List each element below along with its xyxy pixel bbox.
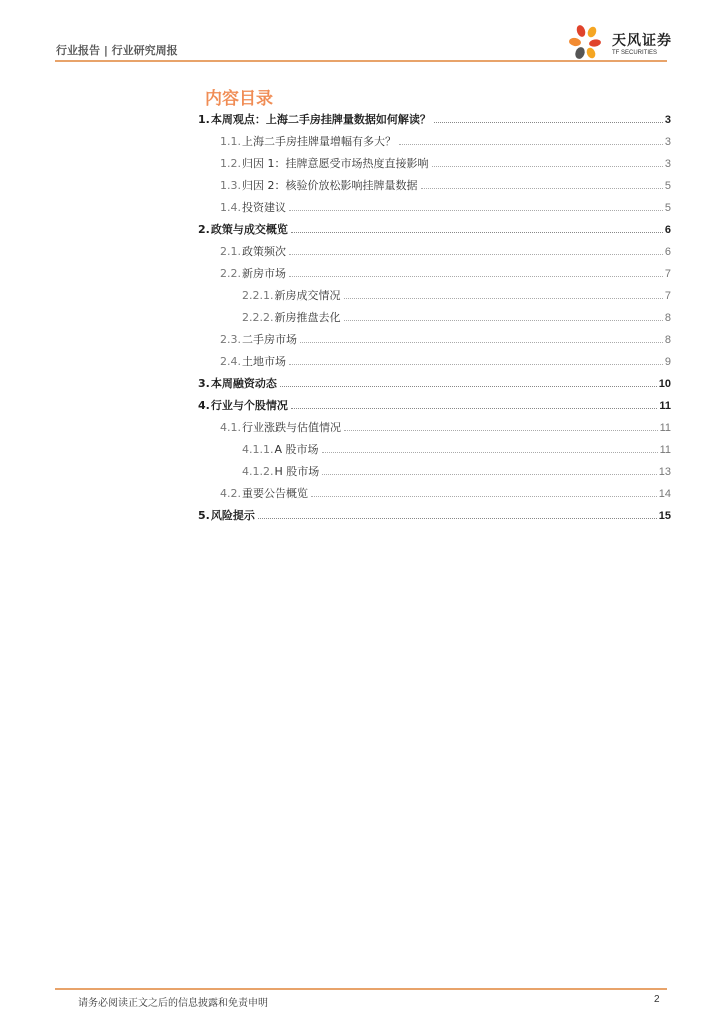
toc-dot-leader	[344, 297, 663, 299]
toc-entry[interactable]	[198, 199, 671, 221]
toc-entry-title: 归因 2：核验价放松影响挂牌量数据	[242, 179, 418, 192]
toc-entry-title: 风险提示	[210, 509, 255, 522]
toc-entry-title: 新房推盘去化	[274, 311, 341, 324]
toc-entry[interactable]	[198, 155, 671, 177]
toc-entry-page: 3	[664, 114, 671, 126]
toc-dot-leader	[289, 275, 663, 277]
toc-entry-page: 9	[664, 356, 671, 368]
toc-entry-number: 1.3.	[220, 179, 241, 192]
toc-entry-title: 本周融资动态	[210, 377, 277, 390]
toc-entry[interactable]	[198, 309, 671, 331]
toc-entry-number: 1.2.	[220, 157, 241, 170]
toc-dot-leader	[300, 341, 663, 343]
toc-entry-page: 5	[664, 180, 671, 192]
toc-entry-number: 2.	[198, 223, 210, 236]
logo-text-cn: 天风证券	[612, 33, 672, 49]
header-divider	[55, 60, 667, 62]
page-number: 2	[654, 994, 660, 1005]
toc-dot-leader	[258, 517, 657, 519]
toc-entry-number: 2.2.	[220, 267, 241, 280]
toc-entry-number: 4.	[198, 399, 210, 412]
company-logo	[568, 22, 672, 62]
toc-entry-title: 归因 1：挂牌意愿受市场热度直接影响	[242, 157, 429, 170]
toc-dot-leader	[432, 165, 663, 167]
toc-entry-page: 10	[658, 378, 671, 390]
toc-entry-number: 2.4.	[220, 355, 241, 368]
toc-dot-leader	[311, 495, 657, 497]
toc-entry-page: 3	[664, 136, 671, 148]
toc-entry[interactable]	[198, 441, 671, 463]
toc-entry[interactable]	[198, 419, 671, 441]
toc-entry-page: 13	[658, 466, 671, 478]
toc-entry-number: 1.	[198, 113, 210, 126]
toc-dot-leader	[344, 429, 658, 431]
toc-dot-leader	[399, 143, 663, 145]
table-of-contents	[198, 111, 671, 529]
toc-entry-number: 4.1.	[220, 421, 241, 434]
footer-disclaimer: 请务必阅读正文之后的信息披露和免责申明	[78, 998, 268, 1009]
toc-entry-title: 本周观点：上海二手房挂牌量数据如何解读？	[210, 113, 431, 126]
toc-entry-page: 11	[659, 400, 671, 412]
toc-entry-page: 11	[659, 422, 671, 434]
toc-entry-number: 2.2.2.	[242, 311, 274, 324]
toc-entry[interactable]	[198, 463, 671, 485]
toc-dot-leader	[289, 209, 663, 211]
toc-entry-title: 新房成交情况	[274, 289, 341, 302]
toc-entry-page: 15	[658, 510, 671, 522]
toc-entry-title: 行业涨跌与估值情况	[242, 421, 341, 434]
toc-entry[interactable]	[198, 375, 671, 397]
toc-dot-leader	[344, 319, 663, 321]
toc-dot-leader	[289, 253, 663, 255]
toc-entry-page: 14	[658, 488, 671, 500]
toc-entry[interactable]	[198, 507, 671, 529]
toc-entry[interactable]	[198, 111, 671, 133]
toc-entry-number: 2.3.	[220, 333, 241, 346]
logo-text-en: TF SECURITIES	[612, 50, 658, 56]
toc-entry[interactable]	[198, 485, 671, 507]
toc-entry-title: 行业与个股情况	[210, 399, 288, 412]
toc-dot-leader	[291, 231, 663, 233]
toc-entry[interactable]	[198, 397, 671, 419]
toc-dot-leader	[434, 121, 663, 123]
toc-entry-page: 5	[664, 202, 671, 214]
toc-entry-number: 4.1.1.	[242, 443, 274, 456]
toc-entry-title: H 股市场	[274, 465, 320, 478]
toc-entry[interactable]	[198, 331, 671, 353]
toc-dot-leader	[280, 385, 657, 387]
toc-entry-page: 6	[664, 246, 671, 258]
toc-dot-leader	[421, 187, 663, 189]
toc-dot-leader	[322, 473, 656, 475]
toc-entry[interactable]	[198, 221, 671, 243]
toc-entry-title: 二手房市场	[242, 333, 297, 346]
toc-entry[interactable]	[198, 177, 671, 199]
toc-entry-title: A 股市场	[274, 443, 319, 456]
toc-entry-number: 1.1.	[220, 135, 241, 148]
report-type-label: 行业报告 | 行业研究周报	[56, 44, 178, 57]
toc-entry-title: 政策与成交概览	[210, 223, 288, 236]
footer-divider	[55, 988, 667, 990]
toc-entry-title: 政策频次	[242, 245, 286, 258]
toc-entry-number: 4.1.2.	[242, 465, 274, 478]
toc-entry[interactable]	[198, 353, 671, 375]
toc-dot-leader	[289, 363, 663, 365]
toc-entry-page: 6	[664, 224, 671, 236]
toc-entry-number: 1.4.	[220, 201, 241, 214]
toc-dot-leader	[291, 407, 658, 409]
toc-entry-page: 8	[664, 312, 671, 324]
toc-entry-page: 7	[664, 268, 671, 280]
toc-entry-page: 11	[659, 444, 671, 456]
toc-entry-title: 上海二手房挂牌量增幅有多大？	[242, 135, 396, 148]
toc-entry-title: 重要公告概览	[242, 487, 308, 500]
toc-entry-title: 土地市场	[242, 355, 286, 368]
toc-entry-number: 2.2.1.	[242, 289, 274, 302]
toc-entry-title: 新房市场	[242, 267, 286, 280]
toc-entry-number: 4.2.	[220, 487, 241, 500]
toc-entry-title: 投资建议	[242, 201, 286, 214]
toc-entry-page: 8	[664, 334, 671, 346]
toc-title: 内容目录	[205, 89, 273, 109]
toc-entry-number: 3.	[198, 377, 210, 390]
toc-entry-page: 7	[664, 290, 671, 302]
toc-entry[interactable]	[198, 243, 671, 265]
toc-entry[interactable]	[198, 265, 671, 287]
toc-entry[interactable]	[198, 133, 671, 155]
toc-entry[interactable]	[198, 287, 671, 309]
toc-dot-leader	[322, 451, 658, 453]
toc-entry-number: 2.1.	[220, 245, 241, 258]
toc-entry-number: 5.	[198, 509, 210, 522]
toc-entry-page: 3	[664, 158, 671, 170]
tf-flower-icon	[568, 22, 608, 62]
